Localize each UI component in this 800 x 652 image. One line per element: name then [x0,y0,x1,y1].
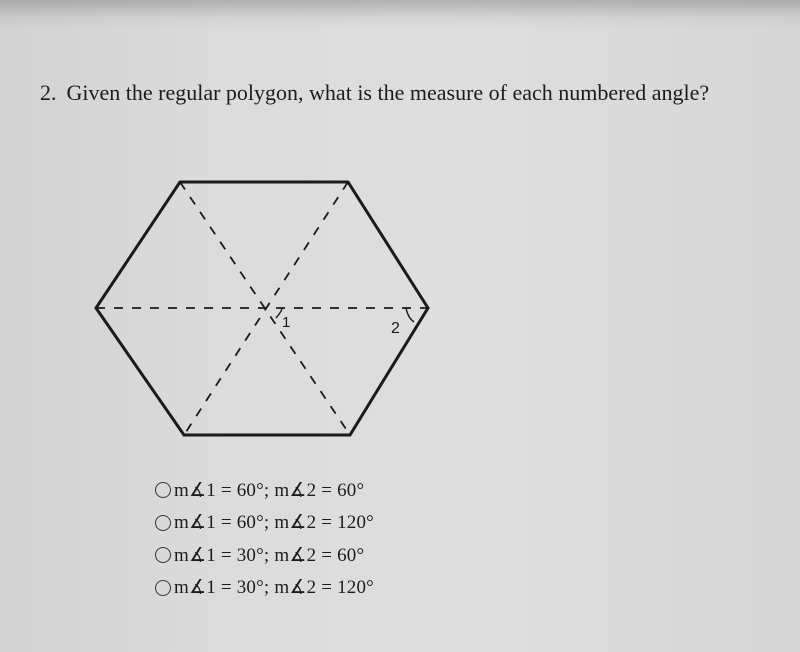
angle-1-label: 1 [282,314,291,331]
answer-option-label: m∡1 = 60°; m∡2 = 120° [174,512,374,533]
radio-button[interactable] [155,482,171,498]
radio-button[interactable] [155,580,171,596]
answer-option-label: m∡1 = 30°; m∡2 = 120° [174,577,374,598]
hexagon-diagonals [96,182,428,435]
question-text: Given the regular polygon, what is the measure of each numbered angle? [66,80,710,105]
top-shadow [0,0,800,30]
hexagon-figure [88,170,438,450]
angle-2-arc [406,308,414,322]
answer-option-label: m∡1 = 60°; m∡2 = 60° [174,479,365,501]
question-prompt [40,80,709,106]
answer-option-4[interactable] [155,576,374,600]
radio-button[interactable] [155,515,171,531]
angle-2-label: 2 [391,320,400,337]
radio-button[interactable] [155,547,171,563]
answer-option-3[interactable] [155,543,374,567]
answer-option-2[interactable] [155,511,374,535]
question-number: 2. [40,80,57,105]
answer-option-1[interactable] [155,478,374,502]
answer-option-label: m∡1 = 30°; m∡2 = 60° [174,544,365,566]
answer-options [155,478,374,608]
